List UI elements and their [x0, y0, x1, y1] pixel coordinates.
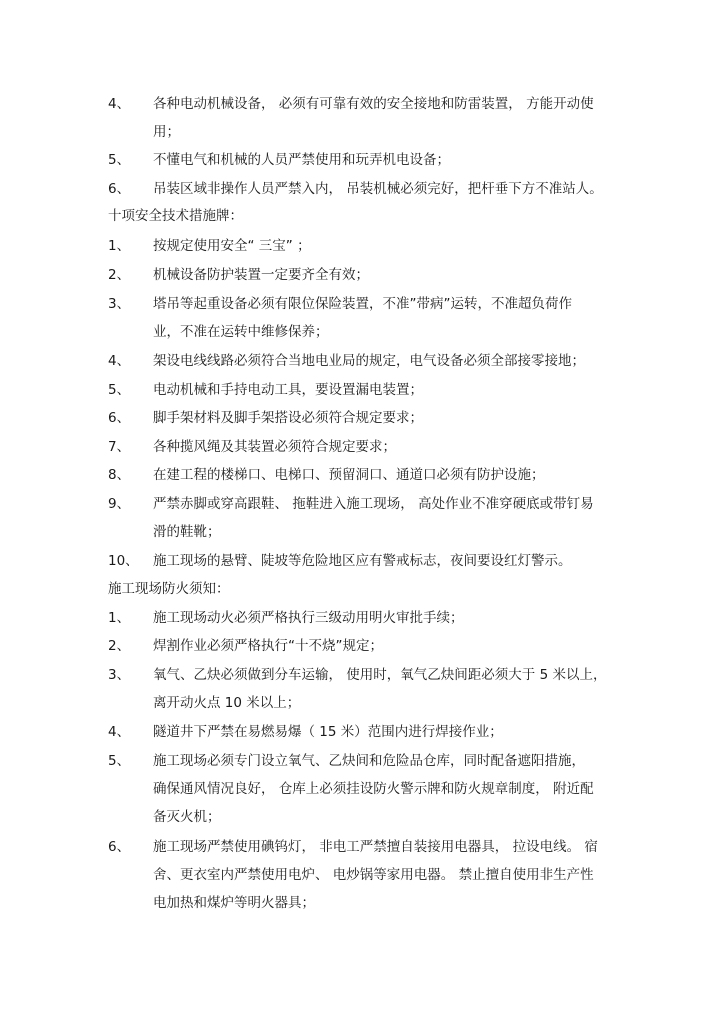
list-item-number: 5、	[108, 152, 131, 168]
list-item-text: 脚手架材料及脚手架搭设必须符合规定要求；	[153, 410, 423, 426]
list-item-text: 备灭火机；	[153, 809, 221, 825]
list-item-number: 1、	[108, 238, 131, 254]
list-item-text: 严禁赤脚或穿高跟鞋、 拖鞋进入施工现场， 高处作业不准穿硬底或带钉易	[153, 496, 594, 512]
list-item-number: 6、	[108, 839, 131, 855]
list-item-text: 在建工程的楼梯口、电梯口、预留洞口、通道口必须有防护设施；	[153, 467, 545, 483]
list-item-text: 施工现场必须专门设立氧气、乙炔间和危险品仓库，同时配备遮阳措施，	[153, 753, 585, 769]
list-item-number: 8、	[108, 467, 131, 483]
list-item-number: 3、	[108, 296, 131, 312]
list-item-text: 施工现场严禁使用碘钨灯， 非电工严禁擅自装接用电器具， 拉设电线。 宿	[153, 839, 598, 855]
list-item-text: 确保通风情况良好， 仓库上必须挂设防火警示牌和防火规章制度， 附近配	[153, 781, 594, 797]
list-item-text: 氧气、乙炔必须做到分车运输， 使用时，氧气乙炔间距必须大于 5 米以上，	[153, 667, 607, 683]
list-item-number: 1、	[108, 610, 131, 626]
list-item-number: 4、	[108, 353, 131, 369]
list-item-number: 6、	[108, 410, 131, 426]
list-item-text: 电动机械和手持电动工具，要设置漏电装置；	[153, 382, 423, 398]
list-item-number: 6、	[108, 181, 131, 197]
list-item-text: 各种电动机械设备， 必须有可靠有效的安全接地和防雷装置， 方能开动使	[153, 96, 594, 112]
list-item-text: 施工现场动火必须严格执行三级动用明火审批手续；	[153, 610, 464, 626]
list-item-text: 隧道井下严禁在易燃易爆（ 15 米）范围内进行焊接作业；	[153, 724, 503, 740]
list-item-text: 滑的鞋靴；	[153, 524, 221, 540]
list-item-number: 2、	[108, 267, 131, 283]
list-item-number: 4、	[108, 724, 131, 740]
list-item-text: 舍、更衣室内严禁使用电炉、 电炒锅等家用电器。 禁止擅自使用非生产性	[153, 867, 594, 883]
section-heading-fire-safety: 施工现场防火须知：	[108, 581, 230, 597]
list-item-text: 机械设备防护装置一定要齐全有效；	[153, 267, 369, 283]
list-item-number: 4、	[108, 96, 131, 112]
list-item-text: 塔吊等起重设备必须有限位保险装置，不准”带病”运转，不准超负荷作	[153, 296, 572, 312]
list-item-number: 7、	[108, 439, 131, 455]
list-item-text: 吊装区域非操作人员严禁入内， 吊装机械必须完好，把杆垂下方不准站人。	[153, 181, 603, 197]
list-item-text: 不懂电气和机械的人员严禁使用和玩弄机电设备；	[153, 152, 450, 168]
list-item-number: 5、	[108, 382, 131, 398]
list-item-text: 用；	[153, 124, 180, 140]
list-item-text: 按规定使用安全“ 三宝” ；	[153, 238, 311, 254]
list-item-number: 5、	[108, 753, 131, 769]
list-item-text: 离开动火点 10 米以上；	[153, 695, 301, 711]
list-item-text: 施工现场的悬臂、陡坡等危险地区应有警戒标志，夜间要设红灯警示。	[153, 553, 572, 569]
list-item-text: 业，不准在运转中维修保养；	[153, 324, 329, 340]
list-item-text: 各种揽风绳及其装置必须符合规定要求；	[153, 439, 396, 455]
section-heading-safety-signs: 十项安全技术措施牌：	[108, 208, 243, 224]
list-item-number: 9、	[108, 496, 131, 512]
list-item-text: 电加热和煤炉等明火器具；	[153, 895, 315, 911]
list-item-text: 焊割作业必须严格执行“十不烧”规定；	[153, 638, 383, 654]
list-item-text: 架设电线线路必须符合当地电业局的规定，电气设备必须全部接零接地；	[153, 353, 585, 369]
list-item-number: 2、	[108, 638, 131, 654]
list-item-number: 3、	[108, 667, 131, 683]
list-item-number: 10、	[108, 553, 139, 569]
